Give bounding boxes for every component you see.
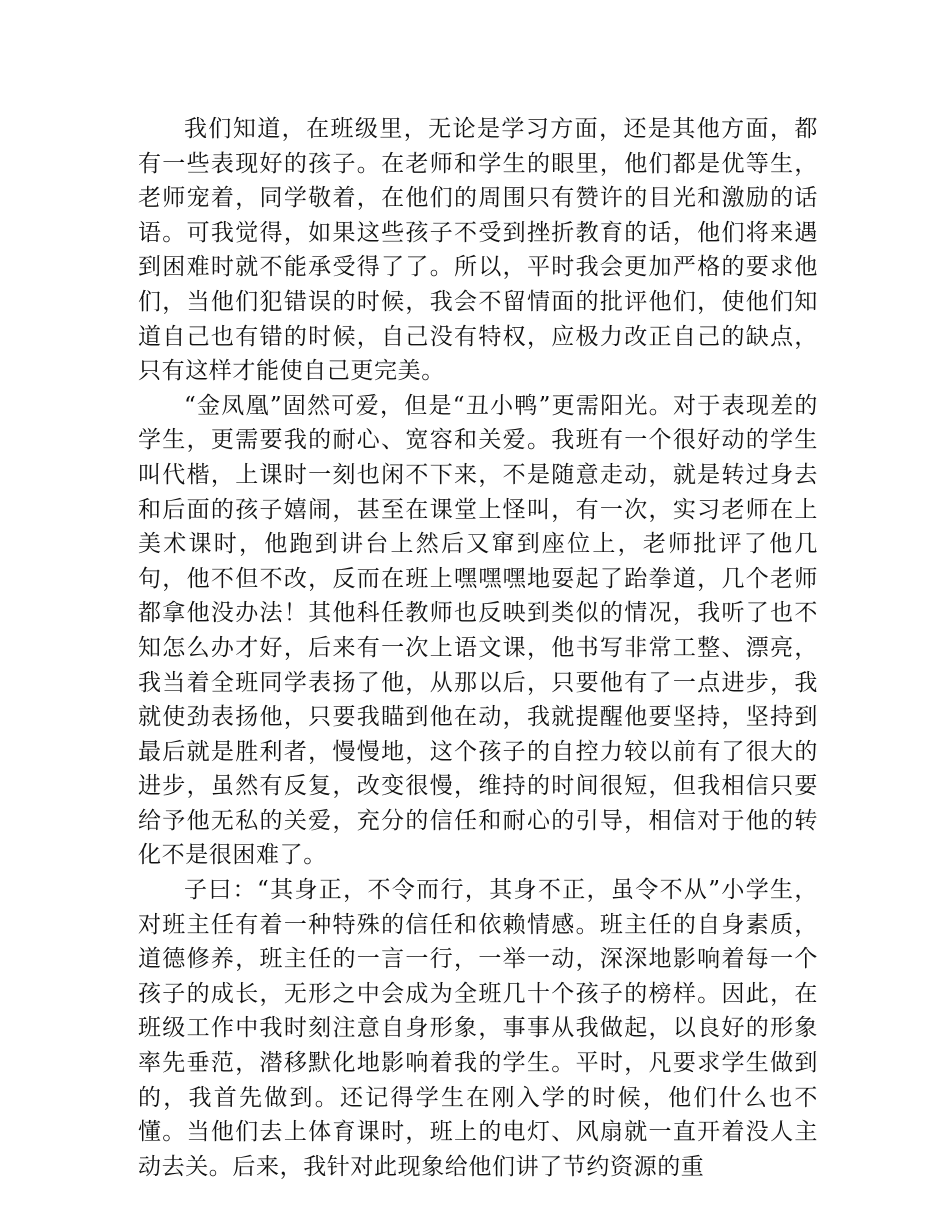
paragraph-top-students: 我们知道，在班级里，无论是学习方面，还是其他方面，都有一些表现好的孩子。在老师和学生的眼里，他们都是优等生，老师宠着，同学敬着，在他们的周围只有赞许的目光和激励的话语。可我觉得，如果这些孩子不受到挫折教育的话，他们将来遇到困难时就不能承受得了了。所以，平时我会更加严格的要求他们，当他们犯错误的时候，我会不留情面的批评他们，使他们知道自己也有错的时候，自己没有特权，应极力改正自己的缺点，只有这样才能使自己更完美。: [138, 116, 818, 385]
body-text: [138, 112, 818, 1184]
paragraph-struggling-students: “金凤凰”固然可爱，但是“丑小鸭”更需阳光。对于表现差的学生，更需要我的耐心、宽容和关爱。我班有一个很好动的学生叫代楷，上课时一刻也闲不下来，不是随意走动，就是转过身去和后面的孩子嬉闹，甚至在课堂上怪叫，有一次，实习老师在上美术课时，他跑到讲台上然后又窜到座位上，老师批评了他几句，他不但不改，反而在班上嘿嘿嘿地耍起了跆拳道，几个老师都拿他没办法！其他科任教师也反映到类似的情况，我听了也不知怎么办才好，后来有一次上语文课，他书写非常工整、漂亮，我当着全班同学表扬了他，从那以后，只要他有了一点进步，我就使劲表扬他，只要我瞄到他在动，我就提醒他要坚持，坚持到最后就是胜利者，慢慢地，这个孩子的自控力较以前有了很大的进步，虽然有反复，改变很慢，维持的时间很短，但我相信只要给予他无私的关爱，充分的信任和耐心的引导，相信对于他的转化不是很困难了。: [138, 392, 818, 869]
paragraph-teacher-example: 子曰：“其身正，不令而行，其身不正，虽令不从”小学生，对班主任有着一种特殊的信任和依赖情感。班主任的自身素质，道德修养，班主任的一言一行，一举一动，深深地影响着每一个孩子的成长，无形之中会成为全班几十个孩子的榜样。因此，在班级工作中我时刻注意自身形象，事事从我做起，以良好的形象率先垂范，潜移默化地影响着我的学生。平时，凡要求学生做到的，我首先做到。还记得学生在刚入学的时候，他们什么也不懂。当他们去上体育课时，班上的电灯、风扇就一直开着没人主动去关。后来，我针对此现象给他们讲了节约资源的重: [138, 877, 818, 1180]
